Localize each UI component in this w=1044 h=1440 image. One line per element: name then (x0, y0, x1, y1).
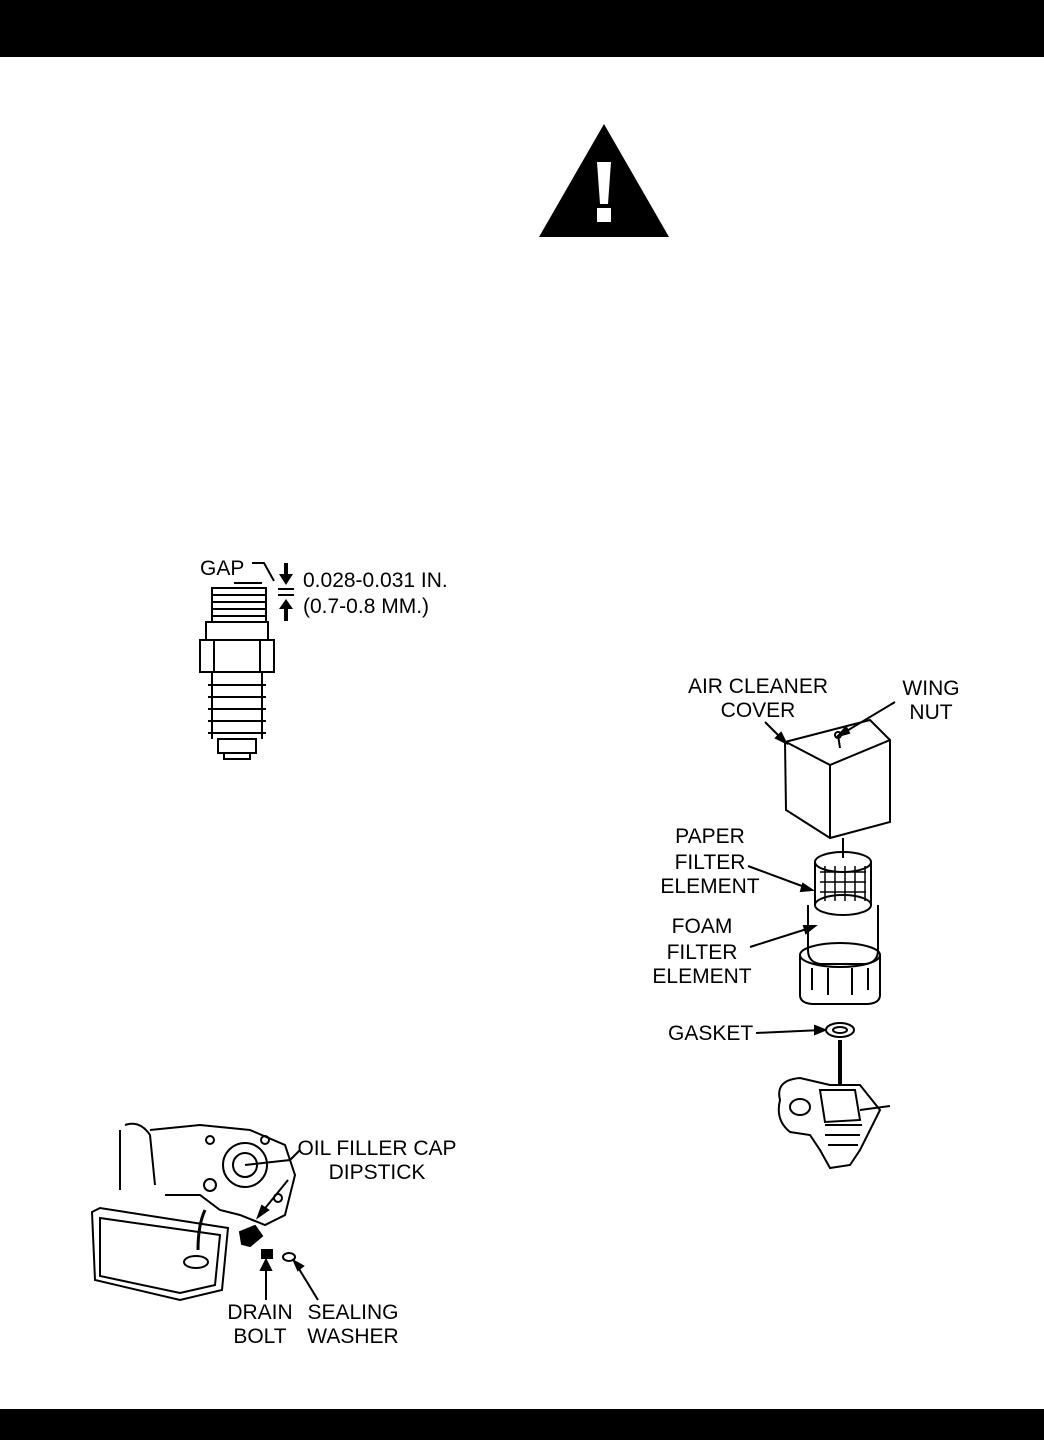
warning-triangle-icon (538, 124, 670, 238)
top-header-bar (0, 0, 1044, 57)
drain-bolt-label-line1: DRAIN (227, 1301, 293, 1324)
bottom-footer-bar (0, 1409, 1044, 1440)
gap-inches-label: 0.028-0.031 IN. (303, 569, 448, 592)
gap-arrows-icon (278, 563, 294, 621)
oil-filler-cap-label-line1: OIL FILLER CAP (297, 1137, 457, 1160)
wing-nut-label-line1: WING (902, 677, 960, 700)
oil-drain-illustration (90, 1120, 310, 1310)
sealing-washer-label-line2: WASHER (307, 1325, 399, 1348)
gasket-label: GASKET (668, 1022, 754, 1045)
paper-filter-label-line1: PAPER (675, 825, 745, 848)
foam-filter-label-line2: FILTER (666, 941, 738, 964)
drain-bolt-label-line2: BOLT (233, 1325, 287, 1348)
foam-filter-label-line1: FOAM (671, 915, 733, 938)
paper-filter-label-line2: FILTER (674, 851, 746, 874)
oil-filler-cap-label-line2: DIPSTICK (328, 1161, 426, 1184)
air-cleaner-cover-label-line1: AIR CLEANER (687, 675, 829, 698)
wing-nut-label-line2: NUT (909, 701, 953, 724)
sealing-washer-label-line1: SEALING (307, 1301, 399, 1324)
gap-mm-label: (0.7-0.8 MM.) (303, 595, 430, 618)
air-cleaner-cover-label-line2: COVER (720, 699, 796, 722)
gap-label: GAP (200, 557, 245, 580)
foam-filter-label-line3: ELEMENT (652, 965, 752, 988)
paper-filter-label-line3: ELEMENT (660, 875, 760, 898)
